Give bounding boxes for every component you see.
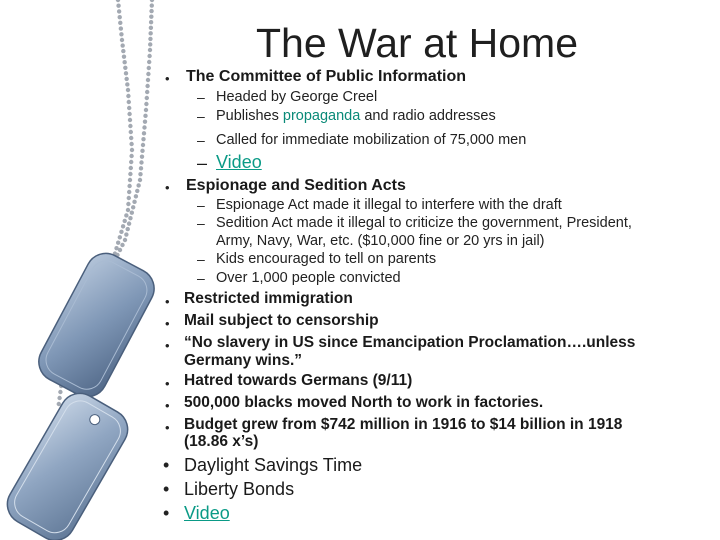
chain-bead <box>146 78 150 82</box>
espionage-item-sedition-1: Sedition Act made it illegal to criticize the government, President, <box>216 215 632 231</box>
chain-bead <box>124 213 128 217</box>
chain-bead <box>145 90 149 94</box>
chain-bead <box>132 200 136 204</box>
chain-bead <box>123 66 127 70</box>
dash-committee-c: – <box>197 132 205 148</box>
chain-bead <box>147 54 151 58</box>
espionage-item-sedition-2: Army, Navy, War, etc. ($10,000 fine or 20 yrs in jail) <box>216 233 545 249</box>
chain-bead <box>147 66 151 70</box>
chain-bead <box>142 125 146 129</box>
chain-bead <box>141 137 145 141</box>
chain-bead <box>129 136 133 140</box>
point-hatred: Hatred towards Germans (9/11) <box>184 372 413 389</box>
chain-bead <box>150 3 154 7</box>
point-slavery-2: Germany wins.” <box>184 352 303 369</box>
chain-bead <box>145 96 149 100</box>
chain-bead <box>129 130 133 134</box>
chain-bead <box>57 396 61 400</box>
chain-bead <box>128 216 132 220</box>
espionage-item-kids: Kids encouraged to tell on parents <box>216 251 437 267</box>
chain-bead <box>146 72 150 76</box>
chain-bead <box>126 88 130 92</box>
espionage-item-convicted: Over 1,000 people convicted <box>216 270 401 286</box>
chain-bead <box>143 119 147 123</box>
chain-bead <box>138 178 142 182</box>
chain-bead <box>149 9 153 13</box>
point-slavery-1: “No slavery in US since Emancipation Proclamation….unless <box>184 334 636 351</box>
chain-bead <box>116 4 120 8</box>
point-blacks: 500,000 blacks moved North to work in factories. <box>184 394 544 411</box>
bullet-blacks: • <box>165 398 170 413</box>
dash-espionage-b: – <box>197 215 205 231</box>
dash-committee-a: – <box>197 89 205 105</box>
chain-bead <box>139 166 143 170</box>
bottom-video-link[interactable]: Video <box>184 503 230 523</box>
chain-bead <box>139 160 143 164</box>
point-bonds: Liberty Bonds <box>184 479 295 499</box>
chain-bead <box>119 230 123 234</box>
chain-bead <box>150 0 154 2</box>
chain-bead <box>118 235 122 239</box>
chain-bead <box>124 77 128 81</box>
dash-espionage-a: – <box>197 197 205 213</box>
committee-item-mobilization: Called for immediate mobilization of 75,000 men <box>216 132 527 148</box>
chain-bead <box>136 183 140 187</box>
chain-bead <box>138 172 142 176</box>
bullet-immigration: • <box>165 294 170 309</box>
point-mail: Mail subject to censorship <box>184 312 379 329</box>
chain-bead <box>127 100 131 104</box>
chain-bead <box>116 0 120 2</box>
chain-bead <box>130 148 134 152</box>
dog-tag-back <box>32 246 161 403</box>
propaganda-pre: Publishes <box>216 108 283 124</box>
chain-bead <box>126 202 130 206</box>
dash-committee-b: – <box>197 108 205 124</box>
slide-title: The War at Home <box>256 20 579 66</box>
chain-bead <box>129 160 133 164</box>
chain-bead <box>141 143 145 147</box>
committee-item-propaganda <box>216 108 496 124</box>
chain-bead <box>118 15 122 19</box>
chain-bead <box>118 248 122 252</box>
chain-bead <box>131 205 135 209</box>
chain-bead <box>147 60 151 64</box>
committee-video-link[interactable]: Video <box>216 152 262 172</box>
chain-bead <box>129 154 133 158</box>
chain-bead <box>58 390 62 394</box>
chain-bead <box>142 131 146 135</box>
chain-bead <box>123 238 127 242</box>
chain-bead <box>125 82 129 86</box>
chain-bead <box>149 14 153 18</box>
point-daylight: Daylight Savings Time <box>184 455 363 475</box>
bullet-video: • <box>163 503 170 523</box>
chain-bead <box>126 227 130 231</box>
chain-bead <box>127 196 131 200</box>
chain-bead <box>149 26 153 30</box>
propaganda-highlight: propaganda <box>282 108 361 124</box>
chain-bead <box>123 219 127 223</box>
chain-bead <box>140 154 144 158</box>
bullet-slavery: • <box>165 338 170 353</box>
point-immigration: Restricted immigration <box>184 290 353 307</box>
chain-bead <box>126 94 130 98</box>
chain-bead <box>119 26 123 30</box>
chain-bead <box>128 124 132 128</box>
chain-bead <box>130 211 134 215</box>
chain-bead <box>118 21 122 25</box>
chain-bead <box>119 32 123 36</box>
chain-bead <box>124 232 128 236</box>
dash-espionage-d: – <box>197 270 205 286</box>
bullet-hatred: • <box>165 376 170 391</box>
bullet-mail: • <box>165 316 170 331</box>
chain-bead <box>122 60 126 64</box>
chain-bead <box>149 20 153 24</box>
chain-bead <box>148 37 152 41</box>
chain-bead <box>127 221 131 225</box>
chain-bead <box>121 224 125 228</box>
dash-committee-video: – <box>197 153 208 173</box>
chain-bead <box>143 114 147 118</box>
chain-bead <box>135 189 139 193</box>
chain-bead <box>116 241 120 245</box>
chain-bead <box>57 402 61 406</box>
chain-bead <box>128 118 132 122</box>
chain-bead <box>148 42 152 46</box>
chain-bead <box>140 149 144 153</box>
chain-bead <box>120 243 124 247</box>
chain-bead <box>127 184 131 188</box>
chain-bead <box>122 54 126 58</box>
propaganda-post: and radio addresses <box>360 108 496 124</box>
point-budget-2: (18.86 x’s) <box>184 433 259 450</box>
committee-item-creel: Headed by George Creel <box>216 89 378 105</box>
chain-bead <box>145 84 149 88</box>
bullet-daylight: • <box>163 455 170 475</box>
chain-bead <box>124 71 128 75</box>
chain-bead <box>127 190 131 194</box>
chain-bead <box>128 178 132 182</box>
chain-bead <box>127 106 131 110</box>
chain-bead <box>144 102 148 106</box>
chain-bead <box>121 49 125 53</box>
bullet-espionage: • <box>165 180 170 195</box>
chain-bead <box>129 166 133 170</box>
chain-bead <box>120 43 124 47</box>
chain-bead <box>148 48 152 52</box>
chain-bead <box>120 38 124 42</box>
chain-bead <box>127 112 131 116</box>
espionage-item-draft: Espionage Act made it illegal to interfere with the draft <box>216 197 562 213</box>
espionage-heading: Espionage and Sedition Acts <box>186 177 406 194</box>
chain-bead <box>144 108 148 112</box>
chain-bead <box>117 9 121 13</box>
dog-tags-decoration <box>0 0 180 540</box>
dash-espionage-c: – <box>197 251 205 267</box>
committee-heading: The Committee of Public Information <box>186 68 467 85</box>
chain-bead <box>126 208 130 212</box>
chain-bead <box>134 194 138 198</box>
bullet-bonds: • <box>163 479 170 499</box>
bullet-committee: • <box>165 71 170 86</box>
point-budget-1: Budget grew from $742 million in 1916 to $14 billion in 1918 <box>184 416 623 433</box>
dog-tag-front <box>0 386 135 540</box>
chain-bead <box>148 31 152 35</box>
chain-bead <box>129 142 133 146</box>
bullet-budget: • <box>165 420 170 435</box>
chain-bead <box>128 172 132 176</box>
